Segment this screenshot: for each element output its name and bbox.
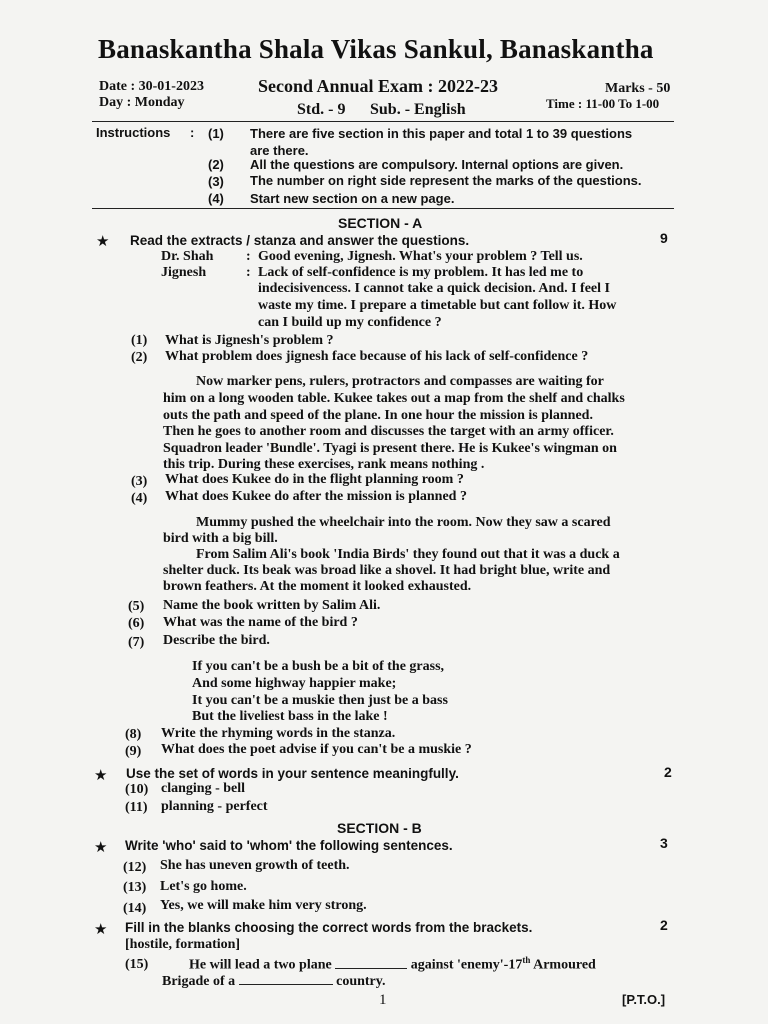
passage-line: this trip. During these exercises, rank means nothing .	[163, 457, 485, 472]
question-number: (9)	[125, 744, 142, 759]
question-number: (3)	[131, 474, 148, 489]
instructions-colon: :	[190, 125, 195, 140]
exam-time: Time : 11-00 To 1-00	[546, 96, 660, 111]
school-title: Banaskantha Shala Vikas Sankul, Banaskantha	[98, 34, 654, 64]
total-marks: Marks - 50	[605, 81, 671, 96]
question-number: (7)	[128, 635, 145, 650]
star-icon: ★	[94, 840, 108, 856]
question-text: Yes, we will make him very strong.	[160, 898, 367, 913]
question-number: (5)	[128, 599, 145, 614]
exam-day: Day : Monday	[99, 95, 185, 110]
question-text: She has uneven growth of teeth.	[160, 858, 350, 873]
dialogue-line: can I build up my confidence ?	[258, 315, 442, 330]
dialogue-speaker: Jignesh	[161, 265, 207, 280]
question-heading: Write 'who' said to 'whom' the following sentences.	[125, 838, 453, 853]
question-text: He will lead a two plane	[189, 957, 332, 973]
question-number: (14)	[123, 901, 147, 916]
passage-line: Mummy pushed the wheelchair into the room. Now they saw a scared	[196, 515, 611, 530]
dialogue-line: Lack of self-confidence is my problem. It has led me to	[258, 265, 584, 280]
question-text: What does Kukee do after the mission is planned ?	[165, 489, 467, 504]
question-marks: 2	[664, 764, 672, 780]
question-text: What does the poet advise if you can't be a muskie ?	[161, 742, 472, 757]
section-a-title: SECTION - A	[338, 215, 423, 231]
dialogue-line: indecisivencess. I cannot take a quick decision. And. I feel I	[258, 281, 610, 296]
instruction-text: are there.	[250, 143, 309, 158]
question-text: Name the book written by Salim Ali.	[163, 598, 381, 613]
star-icon: ★	[96, 234, 110, 250]
instruction-text: Start new section on a new page.	[250, 191, 455, 206]
section-b-title: SECTION - B	[337, 820, 422, 836]
question-number: (12)	[123, 860, 147, 875]
superscript: th	[522, 955, 531, 965]
question-text: Write the rhyming words in the stanza.	[161, 726, 396, 741]
star-icon: ★	[94, 922, 108, 938]
instruction-text: There are five section in this paper and total 1 to 39 questions	[250, 126, 633, 141]
subject: Sub. - English	[370, 101, 466, 118]
star-icon: ★	[94, 768, 108, 784]
instruction-text: All the questions are compulsory. Internal options are given.	[250, 157, 624, 172]
question-marks: 9	[660, 230, 668, 246]
instruction-text: The number on right side represent the marks of the questions.	[250, 173, 642, 188]
exam-name: Second Annual Exam : 2022-23	[258, 76, 499, 96]
passage-line: Squadron leader 'Bundle'. Tyagi is present there. He is Kukee's wingman on	[163, 441, 617, 456]
question-text: Describe the bird.	[163, 633, 270, 648]
answer-blank[interactable]	[239, 973, 333, 985]
question-text: clanging - bell	[161, 781, 246, 796]
question-number: (15)	[125, 957, 149, 972]
passage-line: bird with a big bill.	[163, 531, 278, 546]
pto-label: [P.T.O.]	[622, 992, 666, 1007]
question-text: Brigade of a	[162, 974, 236, 989]
passage-line: outs the path and speed of the plane. In one hour the mission is planned.	[163, 408, 593, 423]
passage-line: him on a long wooden table. Kukee takes out a map from the shelf and chalks	[163, 391, 625, 406]
question-text: Armoured	[533, 957, 596, 973]
question-number: (6)	[128, 616, 145, 631]
header-divider	[92, 121, 674, 122]
question-number: (4)	[131, 491, 148, 506]
dialogue-colon: :	[246, 265, 251, 280]
dialogue-colon: :	[246, 249, 251, 264]
question-text: What was the name of the bird ?	[163, 615, 358, 630]
question-text: planning - perfect	[161, 799, 268, 814]
dialogue-line: Good evening, Jignesh. What's your problem ? Tell us.	[258, 249, 583, 264]
question-number: (2)	[131, 350, 148, 365]
question-text: country.	[336, 974, 386, 989]
fill-line-1	[189, 955, 596, 974]
instructions-divider	[92, 208, 674, 209]
question-text: against 'enemy'-17	[410, 957, 523, 973]
answer-blank[interactable]	[335, 957, 407, 969]
question-number: (10)	[125, 782, 149, 797]
instruction-num: (3)	[208, 174, 224, 189]
standard: Std. - 9	[297, 101, 346, 118]
question-number: (13)	[123, 880, 147, 895]
question-text: What problem does jignesh face because of his lack of self-confidence ?	[165, 349, 589, 364]
question-marks: 2	[660, 917, 668, 933]
instruction-num: (1)	[208, 126, 224, 141]
dialogue-speaker: Dr. Shah	[161, 249, 214, 264]
stanza-line: If you can't be a bush be a bit of the grass,	[192, 659, 445, 674]
instruction-num: (4)	[208, 191, 224, 206]
question-number: (8)	[125, 727, 142, 742]
passage-line: Then he goes to another room and discusses the target with an army officer.	[163, 424, 614, 439]
stanza-line: But the liveliest bass in the lake !	[192, 709, 388, 724]
question-text: Let's go home.	[160, 879, 247, 894]
question-number: (11)	[125, 800, 148, 815]
passage-line: shelter duck. Its beak was broad like a shovel. It had bright blue, write and	[163, 563, 611, 578]
page-number: 1	[379, 992, 387, 1008]
question-text: What is Jignesh's problem ?	[165, 333, 334, 348]
passage-line: From Salim Ali's book 'India Birds' they found out that it was a duck a	[196, 547, 620, 562]
instruction-num: (2)	[208, 157, 224, 172]
question-text: What does Kukee do in the flight planning room ?	[165, 472, 464, 487]
question-heading: Read the extracts / stanza and answer the questions.	[130, 233, 470, 248]
fill-line-2	[162, 973, 386, 990]
exam-date: Date : 30-01-2023	[99, 79, 204, 94]
passage-line: brown feathers. At the moment it looked exhausted.	[163, 579, 472, 594]
question-heading: Fill in the blanks choosing the correct words from the brackets.	[125, 920, 533, 935]
question-heading: Use the set of words in your sentence meaningfully.	[126, 766, 459, 781]
question-marks: 3	[660, 835, 668, 851]
stanza-line: And some highway happier make;	[192, 676, 397, 691]
passage-line: Now marker pens, rulers, protractors and compasses are waiting for	[196, 374, 604, 389]
stanza-line: It you can't be a muskie then just be a bass	[192, 693, 448, 708]
question-number: (1)	[131, 333, 148, 348]
word-options: [hostile, formation]	[125, 937, 241, 952]
dialogue-line: waste my time. I prepare a timetable but cant follow it. How	[258, 298, 617, 313]
instructions-label: Instructions	[96, 125, 171, 140]
